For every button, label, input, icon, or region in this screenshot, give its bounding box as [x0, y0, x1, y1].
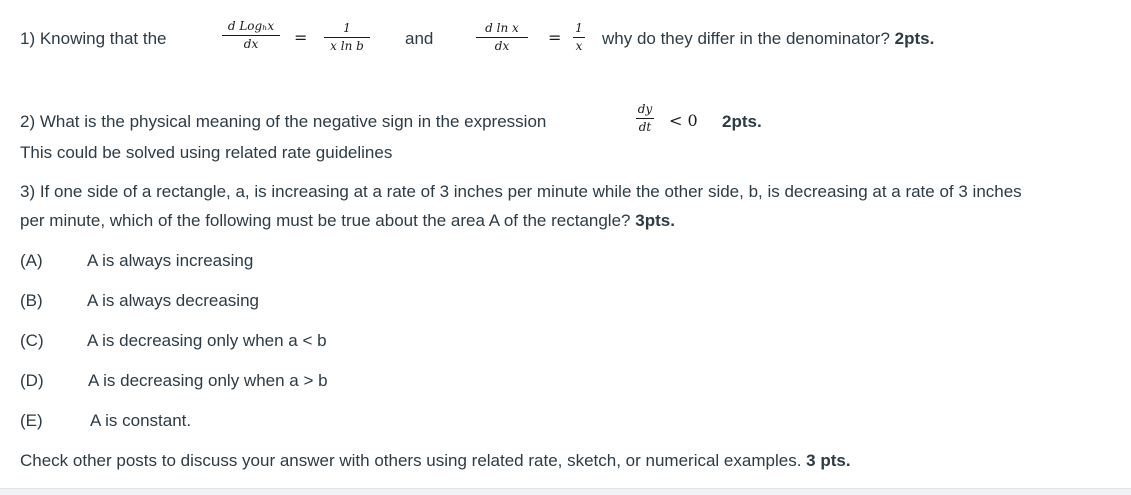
q1-fraction-ln-denominator: dx	[494, 39, 510, 53]
q2-fraction-numerator: dy	[637, 102, 653, 116]
option-e-text: A is constant.	[90, 411, 192, 430]
q1-equals-sign: =	[294, 28, 308, 47]
footer-points: 3 pts.	[806, 451, 851, 470]
fraction-bar	[476, 37, 528, 38]
q3-line-2-text: per minute, which of the following must be true about the area A of the rectangle?	[20, 211, 631, 230]
option-a-text: A is always increasing	[87, 251, 254, 270]
option-c-label: (C)	[20, 331, 44, 350]
option-d-label: (D)	[20, 371, 44, 390]
q1-fraction-result-log	[324, 22, 370, 53]
q3-line-2	[20, 211, 675, 231]
q2-prefix: 2) What is the physical meaning of the negative sign in the expression	[20, 112, 547, 131]
q1-question	[602, 29, 934, 49]
q2-fraction-dydt	[636, 103, 654, 134]
q1-fraction-result-ln-numerator: 1	[575, 21, 583, 35]
q3-points: 3pts.	[635, 211, 675, 230]
q1-points: 2pts.	[894, 29, 935, 48]
q1-fraction-ln	[476, 22, 528, 53]
option-a-label: (A)	[20, 251, 43, 270]
fraction-bar	[636, 118, 654, 119]
q1-fraction-result-ln-denominator: x	[575, 39, 583, 53]
q1-fraction-log-denominator: dx	[243, 37, 259, 51]
q2-inequality: < 0	[669, 111, 698, 130]
q1-fraction-ln-numerator: d ln x	[485, 21, 519, 35]
q1-equals-sign-2: =	[548, 28, 562, 47]
q1-fraction-result-log-numerator: 1	[343, 21, 351, 35]
fraction-bar	[573, 37, 585, 38]
footer-note	[20, 451, 851, 471]
q2-fraction-denominator: dt	[638, 120, 652, 134]
option-e-label: (E)	[20, 411, 43, 430]
option-b-text: A is always decreasing	[87, 291, 259, 310]
option-c-text: A is decreasing only when a < b	[87, 331, 327, 350]
fraction-bar	[222, 35, 280, 36]
footer-text: Check other posts to discuss your answer with others using related rate, sketch, or numerical examples.	[20, 451, 802, 470]
fraction-bar	[324, 37, 370, 38]
q2-points: 2pts.	[722, 112, 762, 131]
q1-prefix: 1) Knowing that the	[20, 29, 167, 48]
option-b-label: (B)	[20, 291, 43, 310]
q3-line-1: 3) If one side of a rectangle, a, is increasing at a rate of 3 inches per minute while the other side, b, is decreasing at a rate of 3 inches	[20, 182, 1022, 201]
q1-and: and	[405, 29, 434, 48]
q1-fraction-log	[222, 20, 280, 51]
q1-question-text: why do they differ in the denominator?	[602, 29, 890, 48]
q1-fraction-result-ln	[573, 22, 585, 53]
q1-fraction-log-numerator: d Logₕx	[227, 19, 275, 33]
q2-hint: This could be solved using related rate guidelines	[20, 143, 393, 162]
q1-fraction-result-log-denominator: x ln b	[330, 39, 364, 53]
option-d-text: A is decreasing only when a > b	[88, 371, 328, 390]
